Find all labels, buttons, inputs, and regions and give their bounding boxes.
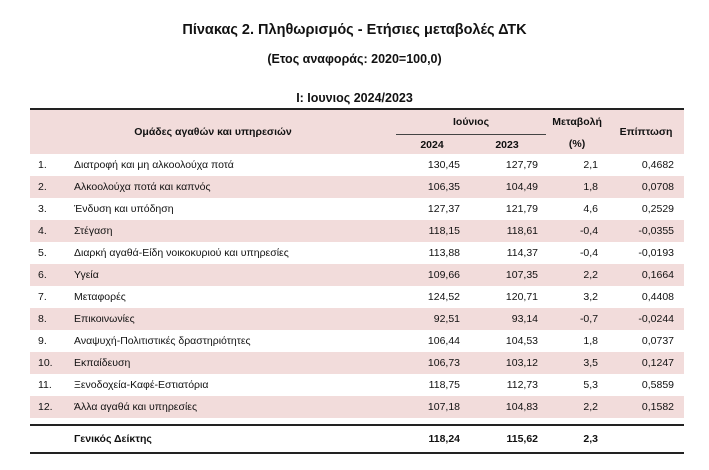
row-number: 1. xyxy=(30,154,64,176)
row-value-2024: 109,66 xyxy=(396,264,468,286)
row-value-2023: 104,49 xyxy=(468,176,546,198)
section-heading: Ι: Ιουνιος 2024/2023 xyxy=(296,91,413,105)
effect-header: Επίπτωση xyxy=(608,109,684,154)
total-change: 2,3 xyxy=(546,425,608,453)
row-change: 1,8 xyxy=(546,330,608,352)
row-change: -0,7 xyxy=(546,308,608,330)
row-change: 4,6 xyxy=(546,198,608,220)
row-effect: 0,5859 xyxy=(608,374,684,396)
row-value-2024: 127,37 xyxy=(396,198,468,220)
row-number: 2. xyxy=(30,176,64,198)
table-row xyxy=(30,154,684,176)
row-number: 8. xyxy=(30,308,64,330)
row-value-2023: 127,79 xyxy=(468,154,546,176)
row-value-2023: 114,37 xyxy=(468,242,546,264)
row-effect: 0,0708 xyxy=(608,176,684,198)
total-2023: 115,62 xyxy=(468,425,546,453)
table-row xyxy=(30,374,684,396)
row-effect: 0,1247 xyxy=(608,352,684,374)
total-effect-empty xyxy=(608,425,684,453)
year-2024-header: 2024 xyxy=(420,138,444,151)
row-change: 3,5 xyxy=(546,352,608,374)
cpi-table xyxy=(30,108,684,454)
table-row xyxy=(30,330,684,352)
row-category: Ξενοδοχεία-Καφέ-Εστιατόρια xyxy=(64,374,396,396)
spacer-row xyxy=(30,418,684,425)
row-effect: -0,0355 xyxy=(608,220,684,242)
row-number: 11. xyxy=(30,374,64,396)
row-number: 5. xyxy=(30,242,64,264)
row-category: Εκπαίδευση xyxy=(64,352,396,374)
row-value-2023: 104,53 xyxy=(468,330,546,352)
row-value-2023: 118,61 xyxy=(468,220,546,242)
table-row xyxy=(30,352,684,374)
row-category: Στέγαση xyxy=(64,220,396,242)
row-change: 2,2 xyxy=(546,396,608,418)
total-row xyxy=(30,425,684,453)
table-row xyxy=(30,286,684,308)
row-value-2024: 118,75 xyxy=(396,374,468,396)
table-row xyxy=(30,396,684,418)
row-effect: -0,0193 xyxy=(608,242,684,264)
row-number: 7. xyxy=(30,286,64,308)
row-change: 2,2 xyxy=(546,264,608,286)
row-value-2023: 104,83 xyxy=(468,396,546,418)
category-header: Ομάδες αγαθών και υπηρεσιών xyxy=(30,109,396,154)
row-value-2024: 113,88 xyxy=(396,242,468,264)
header-row-1 xyxy=(30,109,684,135)
row-category: Διαρκή αγαθά-Είδη νοικοκυριού και υπηρεσίες xyxy=(64,242,396,264)
change-unit-header: (%) xyxy=(568,138,586,151)
row-effect: 0,1664 xyxy=(608,264,684,286)
row-effect: 0,4682 xyxy=(608,154,684,176)
table-row xyxy=(30,308,684,330)
table-row xyxy=(30,220,684,242)
row-change: 1,8 xyxy=(546,176,608,198)
row-value-2023: 107,35 xyxy=(468,264,546,286)
row-category: Επικοινωνίες xyxy=(64,308,396,330)
row-category: Αναψυχή-Πολιτιστικές δραστηριότητες xyxy=(64,330,396,352)
row-value-2024: 124,52 xyxy=(396,286,468,308)
row-effect: 0,4408 xyxy=(608,286,684,308)
row-number: 12. xyxy=(30,396,64,418)
table-body xyxy=(30,154,684,418)
row-value-2023: 121,79 xyxy=(468,198,546,220)
row-value-2024: 118,15 xyxy=(396,220,468,242)
row-value-2023: 120,71 xyxy=(468,286,546,308)
row-value-2024: 106,73 xyxy=(396,352,468,374)
change-header: Μεταβολή xyxy=(546,109,608,135)
row-change: 5,3 xyxy=(546,374,608,396)
total-2024: 118,24 xyxy=(396,425,468,453)
row-number: 10. xyxy=(30,352,64,374)
row-category: Άλλα αγαθά και υπηρεσίες xyxy=(64,396,396,418)
row-change: 2,1 xyxy=(546,154,608,176)
row-effect: -0,0244 xyxy=(608,308,684,330)
year-2023-header: 2023 xyxy=(495,138,519,151)
row-category: Διατροφή και μη αλκοολούχα ποτά xyxy=(64,154,396,176)
row-number: 9. xyxy=(30,330,64,352)
row-category: Υγεία xyxy=(64,264,396,286)
row-number: 3. xyxy=(30,198,64,220)
row-category: Μεταφορές xyxy=(64,286,396,308)
row-effect: 0,0737 xyxy=(608,330,684,352)
row-number: 4. xyxy=(30,220,64,242)
row-change: 3,2 xyxy=(546,286,608,308)
total-label: Γενικός Δείκτης xyxy=(64,425,396,453)
row-number: 6. xyxy=(30,264,64,286)
month-header: Ιούνιος xyxy=(396,109,546,135)
row-value-2023: 112,73 xyxy=(468,374,546,396)
row-category: Αλκοολούχα ποτά και καπνός xyxy=(64,176,396,198)
table-row xyxy=(30,176,684,198)
row-change: -0,4 xyxy=(546,220,608,242)
row-value-2024: 106,44 xyxy=(396,330,468,352)
row-effect: 0,2529 xyxy=(608,198,684,220)
table-row xyxy=(30,264,684,286)
row-value-2024: 130,45 xyxy=(396,154,468,176)
row-value-2023: 103,12 xyxy=(468,352,546,374)
cpi-table-container xyxy=(30,108,684,454)
table-row xyxy=(30,242,684,264)
row-change: -0,4 xyxy=(546,242,608,264)
table-row xyxy=(30,198,684,220)
reference-year-subtitle: (Ετος αναφοράς: 2020=100,0) xyxy=(267,52,442,66)
row-value-2024: 107,18 xyxy=(396,396,468,418)
row-effect: 0,1582 xyxy=(608,396,684,418)
table-title: Πίνακας 2. Πληθωρισμός - Ετήσιες μεταβολές ΔΤΚ xyxy=(182,22,527,38)
row-value-2024: 106,35 xyxy=(396,176,468,198)
row-value-2024: 92,51 xyxy=(396,308,468,330)
row-value-2023: 93,14 xyxy=(468,308,546,330)
row-category: Ένδυση και υπόδηση xyxy=(64,198,396,220)
